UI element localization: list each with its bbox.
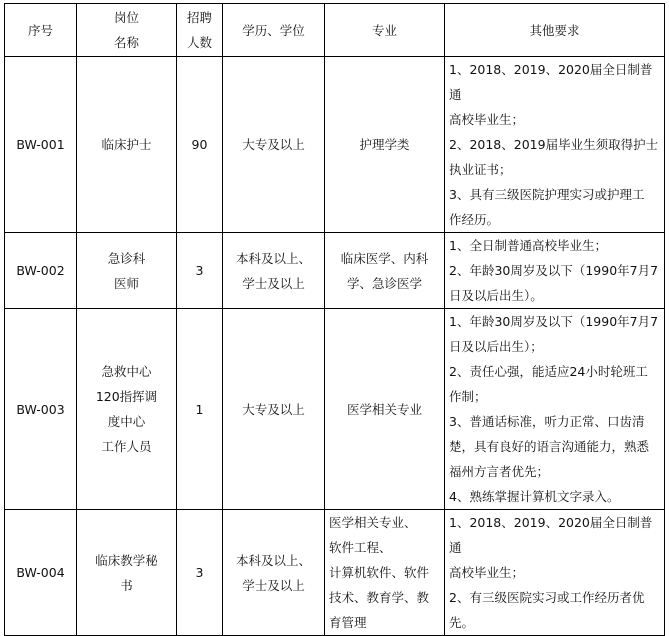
cell-line: 临床医学、内科	[340, 250, 429, 266]
cell-line: 护理学类	[359, 137, 410, 152]
cell-line: 医学相关专业、	[329, 515, 417, 530]
cell-line: 招聘	[186, 10, 212, 25]
cell-line: 医学相关专业	[346, 401, 422, 417]
cell-line: 大专及以上	[242, 137, 305, 152]
header-serial	[5, 4, 77, 57]
cell-line: BW-004	[16, 565, 65, 580]
cell-line: 工作人员	[101, 439, 152, 454]
cell-position	[77, 57, 177, 233]
header-major	[325, 4, 445, 57]
cell-count	[177, 309, 223, 510]
cell-line: 岗位	[113, 10, 139, 25]
table-row	[5, 233, 665, 309]
cell-line: 学、急诊医学	[346, 275, 422, 291]
recruitment-table	[4, 3, 665, 636]
cell-line: 名称	[113, 35, 139, 50]
cell-line: 专业	[371, 22, 397, 38]
cell-line: 高校毕业生；	[449, 112, 525, 127]
cell-line: 福州方言者优先；	[449, 464, 550, 479]
cell-education	[223, 233, 325, 309]
cell-line: 本科及以上、	[235, 250, 311, 266]
cell-line: 软件工程、	[329, 540, 392, 555]
cell-line: 3	[195, 263, 204, 278]
cell-major	[325, 309, 445, 510]
cell-line: 本科及以上、	[235, 552, 311, 568]
cell-education	[223, 57, 325, 233]
cell-line: 学士及以上	[242, 275, 305, 291]
cell-line: 医师	[113, 275, 139, 291]
cell-line: 人数	[186, 35, 212, 50]
cell-line: 急救中心	[101, 364, 152, 379]
cell-serial	[5, 233, 77, 309]
cell-line: 学历、学位	[242, 22, 305, 38]
cell-line: 日及以后出生）。	[449, 288, 543, 303]
table-row	[5, 309, 665, 510]
cell-major	[325, 57, 445, 233]
cell-line: 3、具有三级医院护理实习或护理工	[449, 187, 645, 202]
cell-line: 高校毕业生；	[449, 565, 525, 580]
cell-line: 90	[191, 137, 208, 152]
header-position	[77, 4, 177, 57]
cell-line: 计算机软件、软件	[329, 565, 430, 580]
cell-line: 1、全日制普通高校毕业生；	[449, 238, 607, 253]
cell-line: 育管理	[329, 615, 367, 630]
cell-line: 先。	[449, 615, 475, 630]
cell-line: 1、年龄30周岁及以下（1990年7月7	[449, 314, 659, 329]
cell-position	[77, 233, 177, 309]
cell-line: 作经历。	[449, 212, 500, 227]
table-row	[5, 57, 665, 233]
cell-requirements	[445, 57, 665, 233]
header-requirements	[445, 4, 665, 57]
cell-line: 其他要求	[529, 22, 580, 38]
cell-line: 1	[195, 401, 204, 417]
cell-line: 学士及以上	[242, 577, 305, 593]
cell-line: 楚，具有良好的语言沟通能力，熟悉	[449, 439, 650, 454]
cell-line: 临床教学秘	[95, 552, 158, 568]
header-count	[177, 4, 223, 57]
cell-line: 技术、教育学、教	[329, 590, 430, 605]
cell-line: 临床护士	[101, 137, 152, 152]
cell-line: 作制；	[449, 389, 487, 404]
cell-count	[177, 510, 223, 636]
cell-line: 书	[120, 577, 133, 593]
cell-line: 执业证书；	[449, 162, 512, 177]
cell-requirements	[445, 510, 665, 636]
cell-serial	[5, 510, 77, 636]
cell-line: 度中心	[107, 414, 146, 429]
cell-line: 2、2018、2019届毕业生须取得护士	[449, 137, 659, 152]
cell-major	[325, 233, 445, 309]
cell-line: 急诊科	[107, 250, 146, 266]
cell-line: 序号	[27, 22, 53, 38]
cell-major	[325, 510, 445, 636]
cell-line: 2、有三级医院实习或工作经历者优	[449, 590, 645, 605]
cell-line: 3	[195, 565, 204, 580]
table-row	[5, 510, 665, 636]
cell-education	[223, 510, 325, 636]
cell-count	[177, 233, 223, 309]
cell-line: 3、普通话标准，听力正常、口齿清	[449, 414, 645, 429]
cell-line: 1、2018、2019、2020届全日制普通	[449, 515, 653, 555]
cell-line: 大专及以上	[242, 401, 305, 417]
header-row	[5, 4, 665, 57]
cell-serial	[5, 57, 77, 233]
cell-education	[223, 309, 325, 510]
header-education	[223, 4, 325, 57]
cell-line: BW-001	[16, 137, 65, 152]
cell-requirements	[445, 233, 665, 309]
cell-serial	[5, 309, 77, 510]
cell-position	[77, 309, 177, 510]
cell-line: 120指挥调	[95, 389, 158, 404]
cell-position	[77, 510, 177, 636]
cell-line: 日及以后出生）；	[449, 339, 543, 354]
cell-count	[177, 57, 223, 233]
cell-line: 4、熟练掌握计算机文字录入。	[449, 489, 620, 504]
cell-requirements	[445, 309, 665, 510]
cell-line: BW-003	[16, 401, 65, 417]
cell-line: 2、年龄30周岁及以下（1990年7月7	[449, 263, 659, 278]
cell-line: 1、2018、2019、2020届全日制普通	[449, 62, 653, 102]
cell-line: BW-002	[16, 263, 65, 278]
cell-line: 2、责任心强，能适应24小时轮班工	[449, 364, 648, 379]
